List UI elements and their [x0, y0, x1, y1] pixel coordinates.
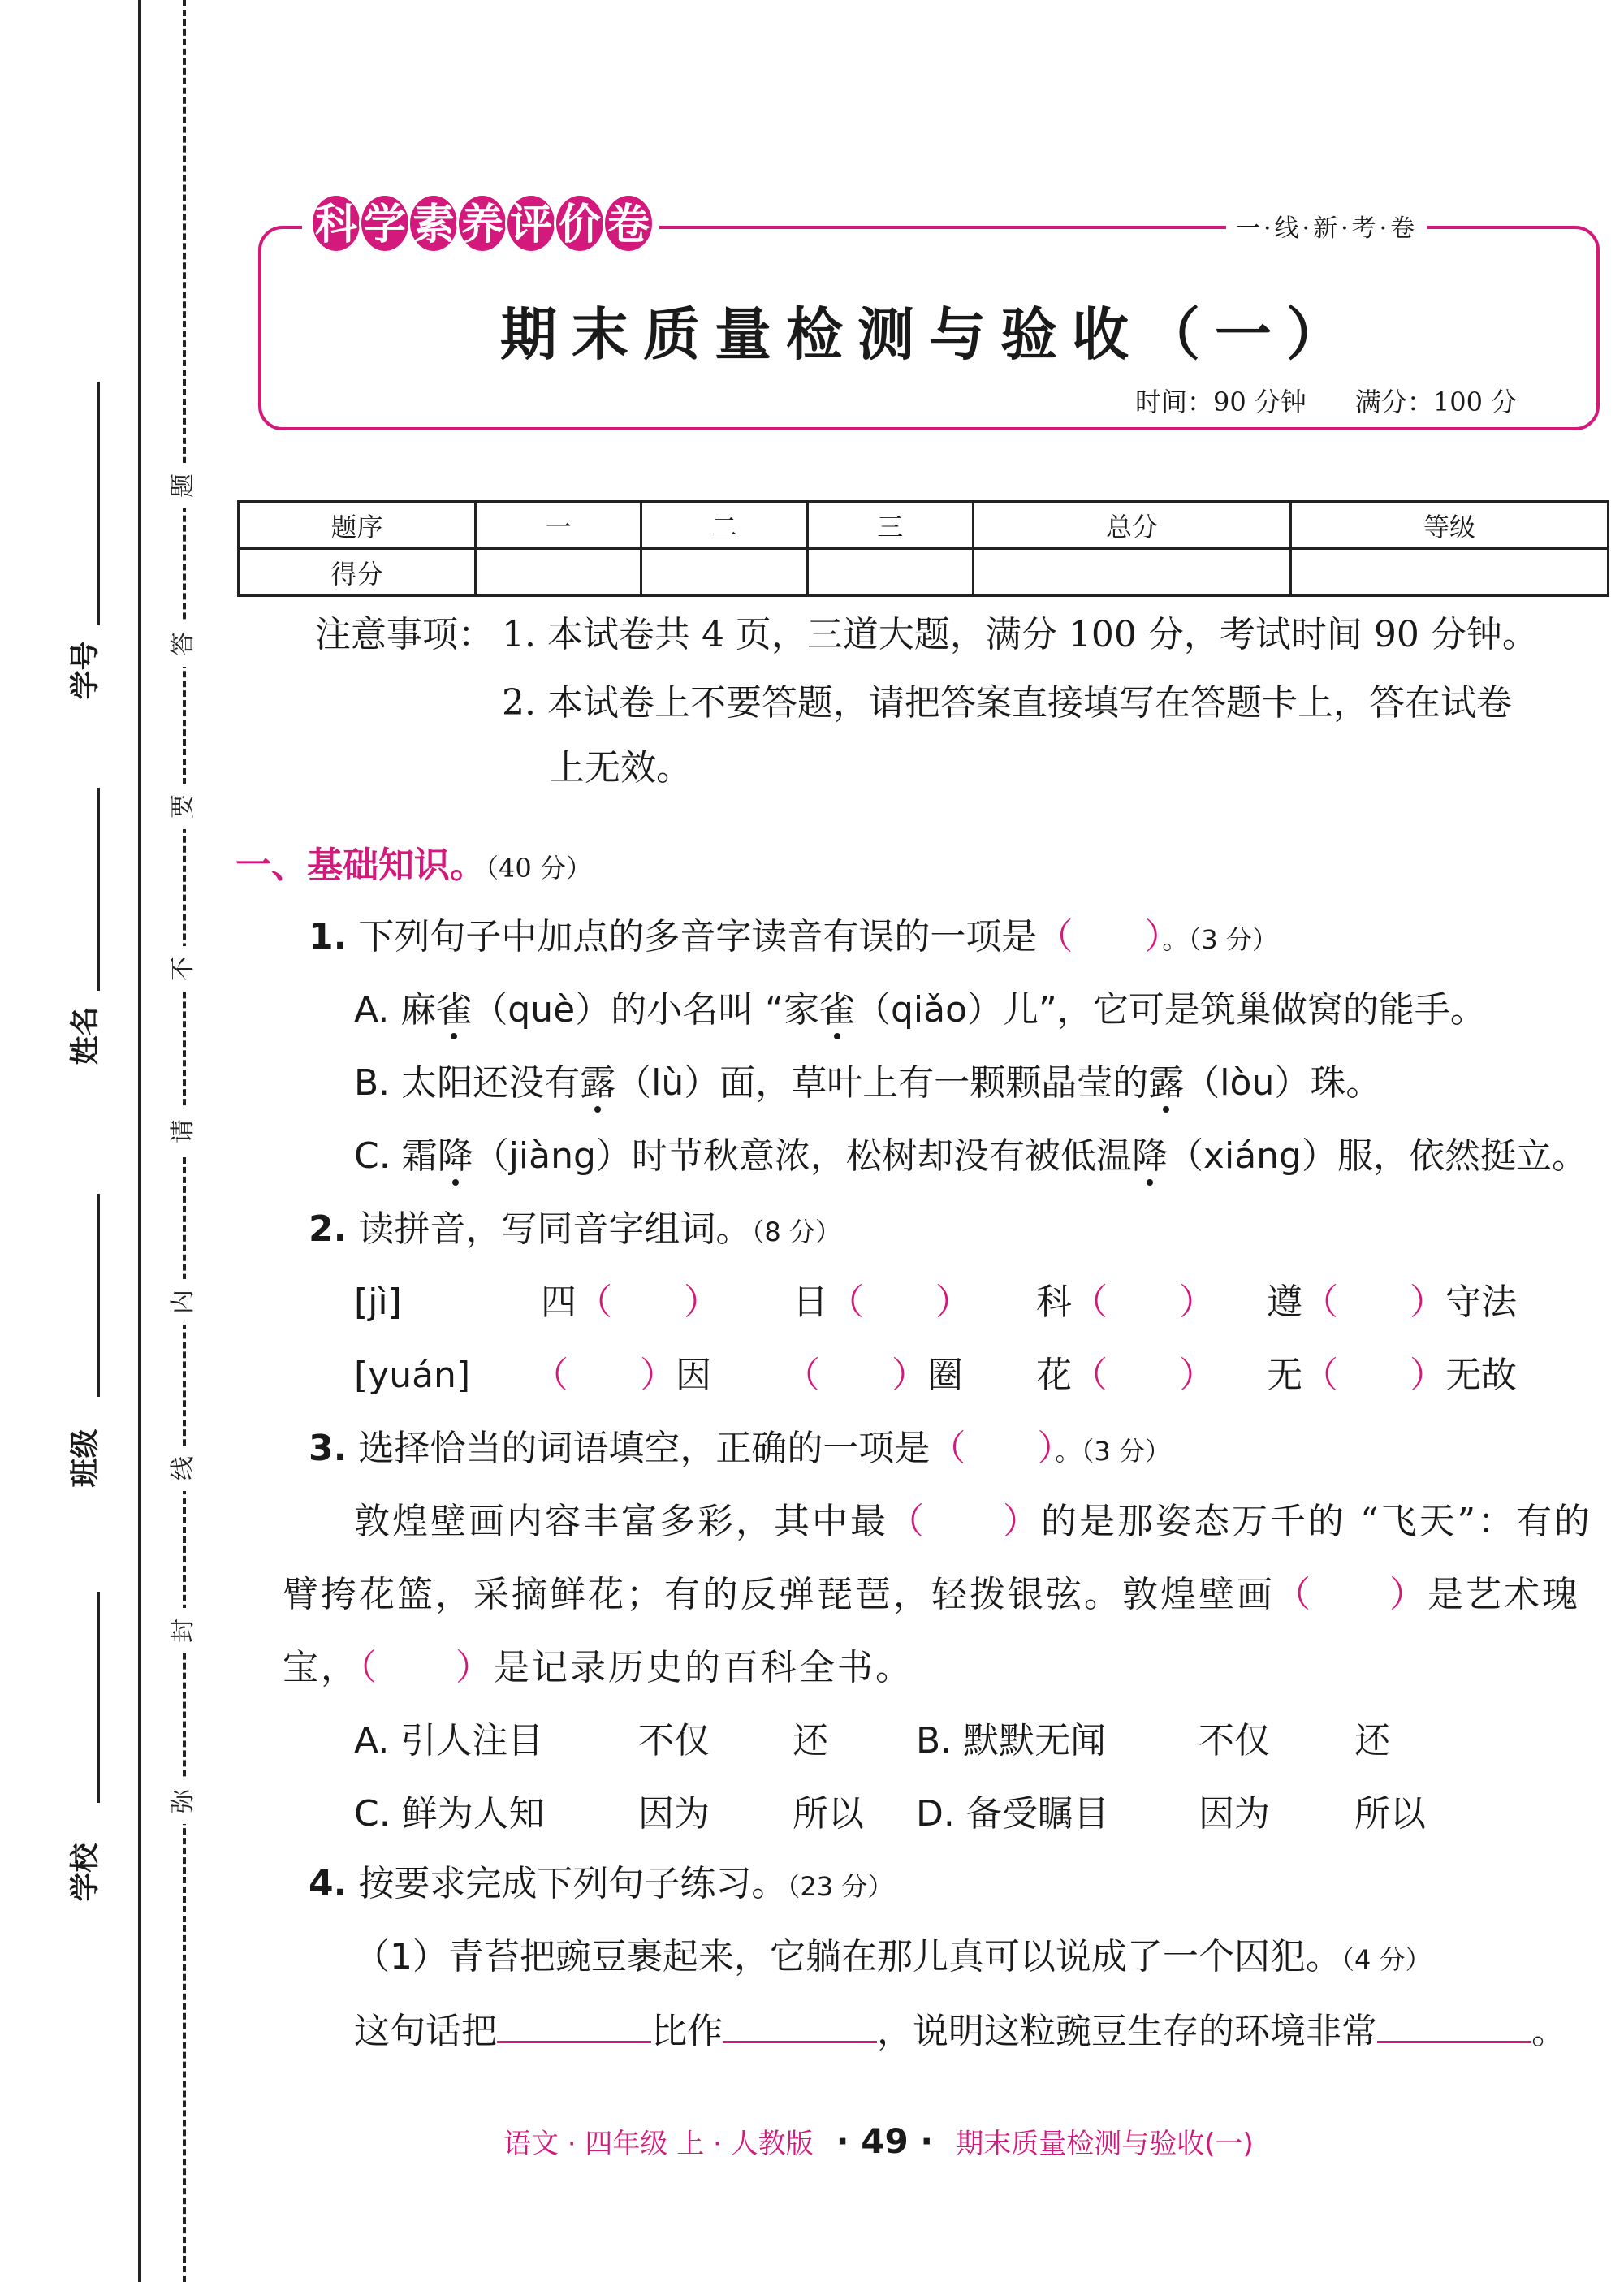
passage-text: 臂挎花篮，采摘鲜花；有的反弹琵琶，轻拨银弦。敦煌壁画	[283, 1574, 1275, 1615]
answer-paren[interactable]: （ ）	[1302, 1355, 1445, 1396]
option-c	[354, 1132, 1587, 1181]
passage-text: 是记录历史的百科全书。	[494, 1647, 914, 1688]
question-number: 2.	[309, 1208, 348, 1250]
option-word: 还	[1354, 1720, 1390, 1761]
answer-paren[interactable]: （ ）	[577, 1281, 719, 1323]
exam-full-score: 满分：100 分	[1354, 387, 1518, 417]
fill-tail: 守法	[1445, 1281, 1517, 1323]
answer-paren[interactable]: （ ）	[1072, 1281, 1215, 1323]
fill-text: 比作	[651, 2011, 723, 2052]
section-score: （40 分）	[486, 853, 592, 884]
footer-subject: 语文 · 四年级 上 · 人教版	[503, 2128, 814, 2160]
page-number: · 49 ·	[836, 2121, 934, 2161]
answer-blank[interactable]	[723, 2006, 877, 2043]
question-score: （4 分）	[1341, 1944, 1432, 1975]
option-text: （lù）面，草叶上有一颗颗晶莹的	[615, 1062, 1149, 1104]
fill-item	[1267, 1351, 1517, 1400]
footer-title: 期末质量检测与验收(一)	[956, 2128, 1254, 2160]
question-number: 4.	[309, 1863, 348, 1904]
option-text: A. 麻	[354, 989, 437, 1031]
option-b: B. 默默无闻	[916, 1720, 1107, 1761]
question-number: 3.	[309, 1428, 348, 1469]
dotted-char: 雀	[436, 986, 472, 1035]
sub-question-text: （1）青苔把豌豆裹起来，它躺在那儿真可以说成了一个囚犯。	[354, 1936, 1341, 1977]
option-word: 不仅	[638, 1720, 710, 1761]
score-cell[interactable]	[476, 549, 641, 596]
fill-item	[533, 1351, 711, 1400]
answer-paren[interactable]: （ ）	[533, 1355, 676, 1396]
page-footer	[503, 2121, 1254, 2161]
option-text: （jiàng）时节秋意浓，松树却没有被低温	[473, 1135, 1132, 1177]
answer-paren[interactable]: （ ）	[784, 1355, 927, 1396]
binding-warning-char: 线	[161, 1446, 206, 1491]
dotted-char: 降	[438, 1132, 473, 1181]
score-cell[interactable]	[807, 549, 973, 596]
binding-warning-char: 答	[161, 621, 206, 667]
score-row-label: 得分	[239, 549, 476, 596]
binding-solid-line	[138, 0, 141, 2282]
banner-char: 卷	[603, 193, 654, 253]
section-heading	[235, 841, 592, 892]
banner-char: 学	[359, 193, 411, 253]
fill-char: 日	[793, 1281, 828, 1323]
fill-item	[1036, 1351, 1215, 1400]
fill-char: 无	[1267, 1355, 1302, 1396]
fill-char: 科	[1036, 1281, 1072, 1323]
fill-char: 花	[1036, 1355, 1072, 1396]
passage-text: 是艺术瑰	[1427, 1574, 1580, 1615]
notes-item: 上无效。	[549, 747, 692, 789]
question-score: 。（3 分）	[1162, 924, 1278, 955]
question-stem: 下列句子中加点的多音字读音有误的一项是	[358, 916, 1038, 957]
notes-item: 1. 本试卷共 4 页，三道大题，满分 100 分，考试时间 90 分钟。	[502, 614, 1538, 655]
question-stem: 读拼音，写同音字组词。	[358, 1208, 752, 1250]
score-cell[interactable]	[1290, 549, 1608, 596]
score-table-header: 总分	[973, 502, 1290, 549]
score-table-header: 二	[641, 502, 807, 549]
question-4	[309, 1860, 893, 1911]
fill-text: 。	[1531, 2011, 1567, 2052]
passage-line	[283, 1571, 1580, 1619]
score-table	[237, 500, 1609, 597]
answer-paren[interactable]: （ ）	[1072, 1355, 1215, 1396]
question-score: 。（3 分）	[1055, 1436, 1171, 1467]
score-cell[interactable]	[973, 549, 1290, 596]
fill-item	[1267, 1278, 1517, 1327]
name-line	[97, 788, 100, 991]
answer-paren[interactable]: （ ）	[930, 1428, 1056, 1469]
fill-char: 圈	[927, 1355, 963, 1396]
option-word: 所以	[1354, 1793, 1426, 1835]
student-id-label: 学号	[68, 641, 102, 700]
option-word: 不仅	[1199, 1720, 1270, 1761]
binding-warning-char: 题	[161, 463, 206, 508]
answer-paren[interactable]: （ ）	[888, 1501, 1041, 1542]
question-stem: 按要求完成下列句子练习。	[358, 1863, 788, 1904]
pinyin-label: [jì]	[354, 1281, 402, 1323]
passage-text: 的是那姿态万千的 “飞天”：有的	[1041, 1501, 1592, 1542]
binding-warning-char: 要	[161, 784, 206, 829]
fill-char: 遵	[1267, 1281, 1302, 1323]
banner-char: 价	[554, 193, 606, 253]
class-line	[97, 1194, 100, 1397]
name-label: 姓名	[68, 1006, 102, 1065]
answer-paren[interactable]: （ ）	[359, 1647, 494, 1688]
exam-time: 时间：90 分钟	[1135, 387, 1307, 417]
student-id-line	[97, 382, 100, 625]
score-table-header: 一	[476, 502, 641, 549]
banner-char: 科	[310, 193, 362, 253]
notes-label: 注意事项：	[315, 614, 494, 655]
dotted-char: 露	[580, 1059, 615, 1108]
binding-warning-char: 不	[161, 946, 206, 992]
binding-warning-char: 封	[161, 1608, 206, 1653]
question-2	[309, 1205, 841, 1256]
passage-text: 敦煌壁画内容丰富多彩，其中最	[354, 1501, 888, 1542]
dotted-char: 雀	[819, 986, 855, 1035]
fill-char: 四	[541, 1281, 577, 1323]
question-number: 1.	[309, 916, 348, 957]
question-3	[309, 1424, 1171, 1476]
option-a: A. 引人注目	[354, 1720, 544, 1761]
fill-item	[541, 1278, 719, 1327]
banner-char: 评	[505, 193, 557, 253]
fill-sentence	[354, 2006, 1567, 2056]
page-title: 期末质量检测与验收（一）	[500, 301, 1358, 368]
answer-paren[interactable]: （ ）	[828, 1281, 971, 1323]
option-a	[354, 986, 1486, 1035]
binding-warning-char: 弥	[161, 1778, 206, 1824]
series-label: 一·线·新·考·卷	[1226, 208, 1427, 244]
dotted-char: 降	[1132, 1132, 1168, 1181]
fill-text: ，说明这粒豌豆生存的环境非常	[877, 2011, 1377, 2052]
sub-question	[354, 1933, 1432, 1984]
option-text: （què）的小名叫 “家	[472, 989, 819, 1031]
score-table-row	[239, 549, 1609, 596]
exam-info	[1135, 382, 1566, 419]
score-table-header: 三	[807, 502, 973, 549]
score-table-header: 等级	[1290, 502, 1608, 549]
question-stem: 选择恰当的词语填空，正确的一项是	[358, 1428, 931, 1469]
section-title: 一、基础知识。	[235, 845, 486, 886]
question-1	[309, 913, 1278, 964]
fill-item	[1036, 1278, 1215, 1327]
option-text: C. 霜	[354, 1135, 438, 1177]
passage-line	[283, 1644, 914, 1692]
option-text: （qiǎo）儿”，它可是筑巢做窝的能手。	[854, 989, 1486, 1031]
answer-paren[interactable]: （ ）	[1037, 916, 1163, 957]
banner-char: 养	[456, 193, 508, 253]
school-line	[97, 1592, 100, 1803]
banner-title	[302, 193, 659, 261]
score-cell[interactable]	[641, 549, 807, 596]
dotted-char: 露	[1148, 1059, 1184, 1108]
option-word: 因为	[1199, 1793, 1270, 1835]
notes-item: 2. 本试卷上不要答题，请把答案直接填写在答题卡上，答在试卷	[502, 682, 1512, 724]
option-word: 因为	[638, 1793, 710, 1835]
fill-text: 这句话把	[354, 2011, 497, 2052]
answer-paren[interactable]: （ ）	[1302, 1281, 1445, 1323]
option-text: （xiáng）服，依然挺立。	[1167, 1135, 1587, 1177]
question-score: （8 分）	[751, 1217, 841, 1247]
option-text: （lòu）珠。	[1184, 1062, 1382, 1104]
option-word: 所以	[793, 1793, 864, 1835]
score-table-header: 题序	[239, 502, 476, 549]
answer-blank[interactable]	[497, 2006, 651, 2043]
option-b	[354, 1059, 1381, 1108]
fill-item	[793, 1278, 971, 1327]
option-d: D. 备受瞩目	[916, 1793, 1109, 1835]
banner-char: 素	[408, 193, 460, 253]
fill-tail: 无故	[1445, 1355, 1517, 1396]
option-text: B. 太阳还没有	[354, 1062, 581, 1104]
school-label: 学校	[68, 1843, 102, 1902]
option-c: C. 鲜为人知	[354, 1793, 545, 1835]
pinyin-label: [yuán]	[354, 1355, 471, 1396]
fill-item	[784, 1351, 963, 1400]
answer-blank[interactable]	[1377, 2006, 1531, 2043]
passage-line	[354, 1498, 1592, 1546]
binding-warning-char: 请	[161, 1109, 206, 1154]
option-word: 还	[793, 1720, 828, 1761]
class-label: 班级	[68, 1428, 102, 1488]
passage-text: 宝，	[283, 1647, 359, 1688]
fill-char: 因	[676, 1355, 711, 1396]
answer-paren[interactable]: （ ）	[1275, 1574, 1427, 1615]
binding-warning-char: 内	[161, 1279, 206, 1325]
question-score: （23 分）	[787, 1871, 894, 1902]
score-table-header-row	[239, 502, 1609, 549]
